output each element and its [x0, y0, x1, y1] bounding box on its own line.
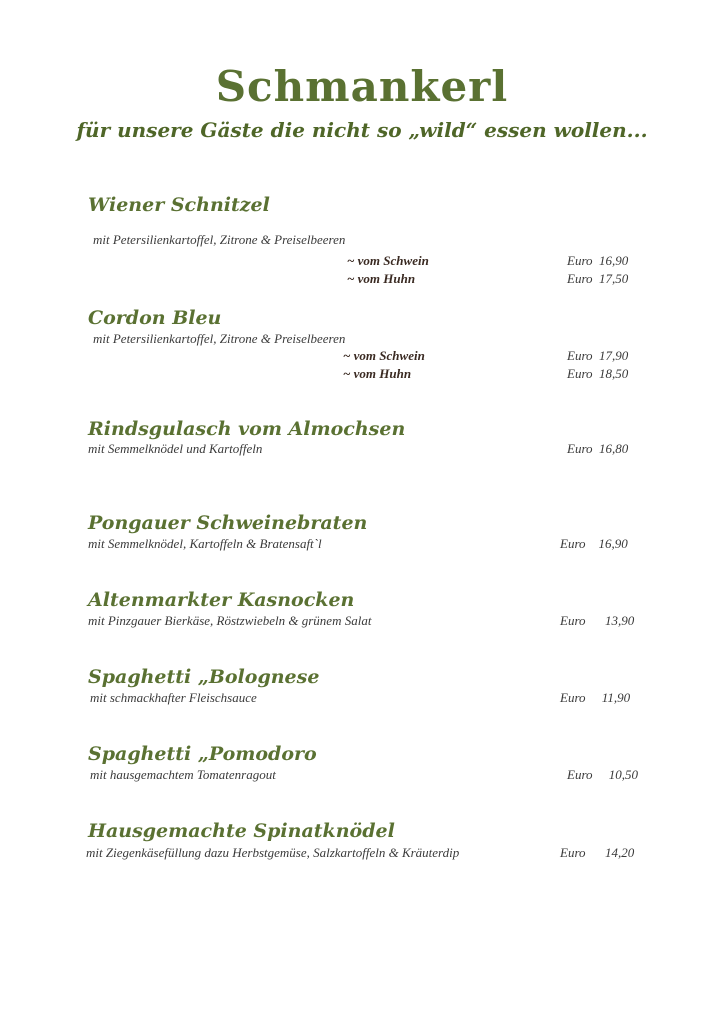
price-currency: Euro: [567, 348, 593, 363]
dish-name: Spaghetti „Pomodoro: [88, 743, 317, 765]
dish-option-price: [567, 366, 628, 382]
dish-price: [560, 690, 630, 706]
dish-option-label: ~ vom Schwein: [347, 253, 429, 268]
dish-price: [560, 845, 634, 861]
price-currency: Euro: [560, 690, 586, 705]
dish-price: [560, 536, 628, 552]
price-amount: 16,90: [599, 253, 629, 268]
dish-option-label: ~ vom Huhn: [347, 271, 416, 286]
dish-description: mit Semmelknödel, Kartoffeln & Bratensaft`l: [88, 536, 322, 551]
price-amount: 16,80: [599, 441, 629, 456]
price-amount: 16,90: [598, 536, 628, 551]
price-currency: Euro: [560, 536, 586, 551]
dish-name: Altenmarkter Kasnocken: [88, 589, 355, 611]
price-amount: 18,50: [599, 366, 629, 381]
dish-name: Rindsgulasch vom Almochsen: [88, 418, 406, 440]
price-currency: Euro: [567, 767, 593, 782]
price-amount: 11,90: [601, 690, 631, 705]
page-title: Schmankerl: [215, 62, 509, 111]
dish-option-label: ~ vom Schwein: [343, 348, 425, 363]
price-currency: Euro: [560, 613, 586, 628]
dish-option-price: [567, 271, 628, 287]
dish-option-label: ~ vom Huhn: [343, 366, 412, 381]
price-amount: 17,90: [599, 348, 629, 363]
dish-description: mit Petersilienkartoffel, Zitrone & Preiselbeeren: [93, 331, 346, 346]
dish-price: [560, 613, 634, 629]
dish-name: Pongauer Schweinebraten: [88, 512, 368, 534]
dish-price: [567, 441, 628, 457]
price-amount: 17,50: [599, 271, 629, 286]
dish-option-price: [567, 253, 628, 269]
page-subtitle: für unsere Gäste die nicht so „wild“ essen wollen...: [76, 118, 648, 142]
price-currency: Euro: [560, 845, 586, 860]
price-currency: Euro: [567, 271, 593, 286]
price-amount: 10,50: [608, 767, 639, 782]
price-currency: Euro: [567, 366, 593, 381]
dish-description: mit Petersilienkartoffel, Zitrone & Preiselbeeren: [93, 232, 346, 247]
dish-price: [567, 767, 638, 783]
dish-description: mit Ziegenkäsefüllung dazu Herbstgemüse, Salzkartoffeln & Kräuterdip: [86, 845, 460, 860]
dish-description: mit Semmelknödel und Kartoffeln: [88, 441, 263, 456]
dish-name: Cordon Bleu: [88, 307, 222, 329]
dish-name: Hausgemachte Spinatknödel: [88, 820, 395, 842]
dish-name: Spaghetti „Bolognese: [88, 666, 320, 688]
dish-name: Wiener Schnitzel: [88, 194, 270, 216]
price-amount: 14,20: [605, 845, 635, 860]
price-currency: Euro: [567, 253, 593, 268]
dish-description: mit schmackhafter Fleischsauce: [90, 690, 257, 705]
dish-option-price: [567, 348, 628, 364]
price-amount: 13,90: [605, 613, 635, 628]
dish-description: mit hausgemachtem Tomatenragout: [90, 767, 276, 782]
price-currency: Euro: [567, 441, 593, 456]
dish-description: mit Pinzgauer Bierkäse, Röstzwiebeln & grünem Salat: [88, 613, 372, 628]
